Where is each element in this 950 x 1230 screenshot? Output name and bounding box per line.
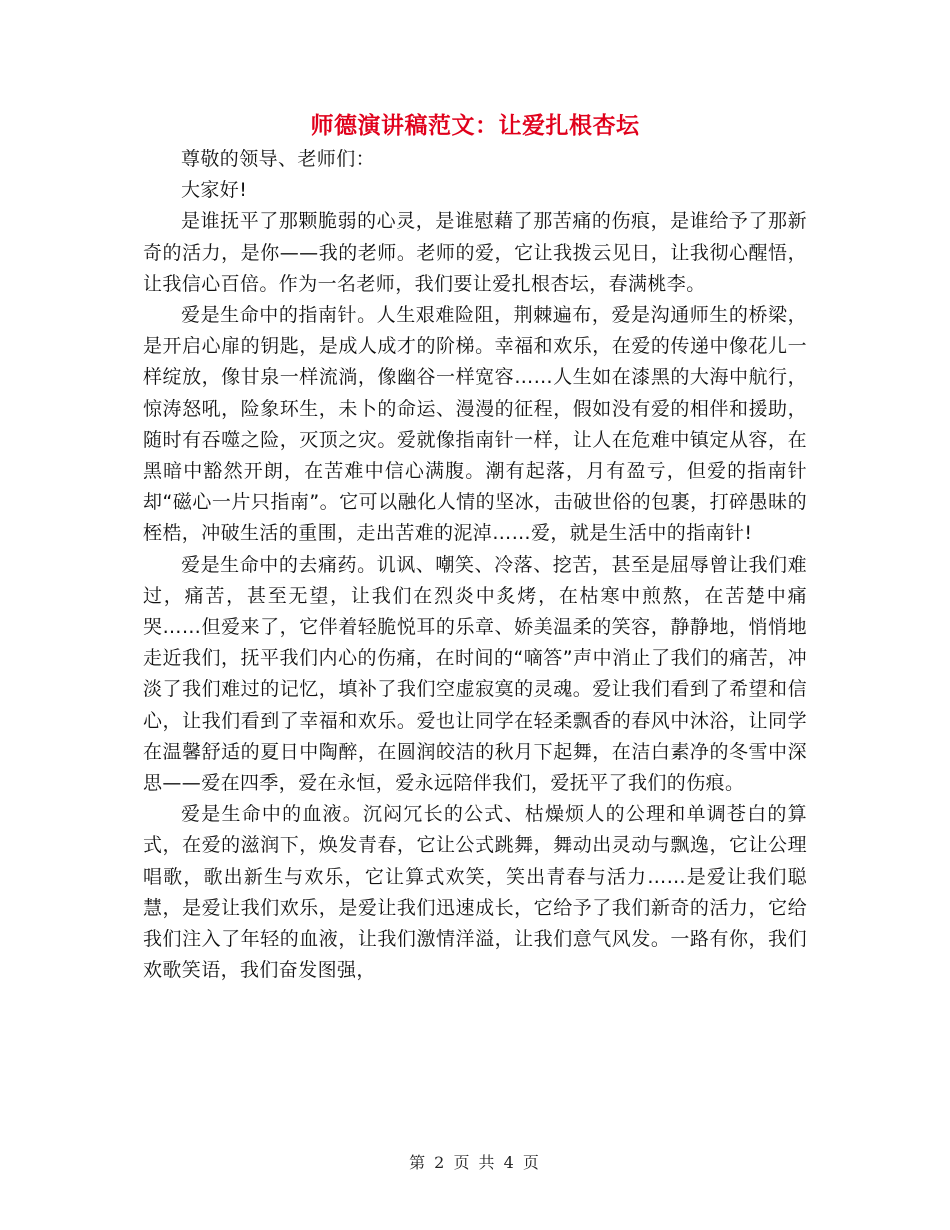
greeting-paragraph: 大家好! — [181, 179, 248, 202]
blood-paragraph: 爱是生命中的血液。沉闷冗长的公式、枯燥烦人的公理和单调苍白的算式，在爱的滋润下，焕发青春，它让公式跳舞，舞动出灵动与飘逸，它让公理唱歌，歌出新生与欢乐，它让算式欢笑，笑出青春与活力……是爱让我们聪慧，是爱让我们欢乐，是爱让我们迅速成长，它给予了我们新奇的活力，它给我们注入了年轻的血液，让我们激情洋溢，让我们意气风发。一路有你，我们欢歌笑语，我们奋发图强， — [143, 803, 807, 982]
document-title: 师德演讲稿范文：让爱扎根杏坛 — [310, 112, 640, 139]
page-number-footer: 第 2 页 共 4 页 — [409, 1153, 541, 1172]
document-body — [143, 144, 807, 986]
salutation-paragraph: 尊敬的领导、老师们： — [181, 148, 376, 170]
painkiller-paragraph: 爱是生命中的去痛药。讥讽、嘲笑、冷落、挖苦，甚至是屈辱曾让我们难过，痛苦，甚至无望，让我们在烈炎中炙烤，在枯寒中煎熬，在苦楚中痛哭……但爱来了，它伴着轻脆悦耳的乐章、娇美温柔的笑容，静静地，悄悄地走近我们，抚平我们内心的伤痛，在时间的“嘀答”声中消止了我们的痛苦，冲淡了我们难过的记忆，填补了我们空虚寂寞的灵魂。爱让我们看到了希望和信心，让我们看到了幸福和欢乐。爱也让同学在轻柔飘香的春风中沐浴，让同学在温馨舒适的夏日中陶醉，在圆润皎洁的秋月下起舞，在洁白素净的冬雪中深思——爱在四季，爱在永恒，爱永远陪伴我们，爱抚平了我们的伤痕。 — [143, 553, 807, 795]
compass-paragraph: 爱是生命中的指南针。人生艰难险阻，荆棘遍布，爱是沟通师生的桥梁，是开启心扉的钥匙，是成人成才的阶梯。幸福和欢乐，在爱的传递中像花儿一样绽放，像甘泉一样流淌，像幽谷一样宽容……人生如在漆黑的大海中航行，惊涛怒吼，险象环生，未卜的命运、漫漫的征程，假如没有爱的相伴和援助，随时有吞噬之险，灭顶之灾。爱就像指南针一样，让人在危难中镇定从容，在黑暗中豁然开朗，在苦难中信心满腹。潮有起落，月有盈亏，但爱的指南针却“磁心一片只指南”。它可以融化人情的坚冰，击破世俗的包裹，打碎愚昧的桎梏，冲破生活的重围，走出苦难的泥淖……爱，就是生活中的指南针! — [143, 304, 807, 545]
intro-paragraph: 是谁抚平了那颗脆弱的心灵，是谁慰藉了那苦痛的伤痕，是谁给予了那新奇的活力，是你——我的老师。老师的爱，它让我拨云见日，让我彻心醒悟，让我信心百倍。作为一名老师，我们要让爱扎根杏坛，春满桃李。 — [143, 210, 807, 295]
